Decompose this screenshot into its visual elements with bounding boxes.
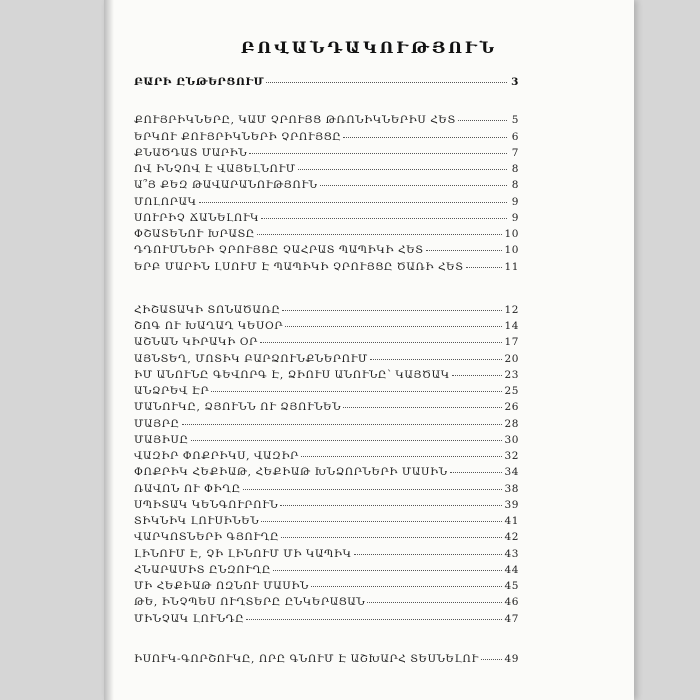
toc-entry [134,304,519,320]
toc-entry-page: 41 [504,515,519,527]
toc-entry-page: 10 [504,228,519,240]
toc-entry-page: 34 [504,466,519,479]
toc-entry [134,483,519,499]
toc-entry [134,131,519,147]
toc-entry-page: 20 [504,352,519,365]
toc-entry-title: ՄԱՅԻՍԸ [134,433,189,446]
toc-entry-title: ՍՊԻՏԱԿ ԿԵՆԳՈՒՐՈՒՆ [134,498,279,511]
toc-entry-page: 3 [511,76,519,88]
dot-leader [301,456,503,457]
toc-entry-page: 5 [511,114,519,127]
toc-entry-page: 12 [504,303,519,316]
toc-entry-page: 42 [504,531,519,544]
dot-leader [311,586,502,587]
dot-leader [266,82,507,83]
toc-entry-title: ԵՐԲ ՄԱՐԻՆ ԼՍՈՒՄ Է ՊԱՊԻԿԻ ՉՐՈՒՅՑԸ ԾԱՌԻ ՀԵՏ [134,260,464,273]
dot-leader [246,619,502,620]
toc-entry-title: ԱՆՁՐԵՎ ԷՐ [134,385,210,397]
dot-leader [273,570,502,571]
toc-entry [134,548,519,564]
toc-entry-title: ՎԱՐԿՈՏՆԵՐԻ ԳՅՈՒՂԸ [134,531,280,544]
toc-entry [134,179,519,195]
toc-entry [134,114,519,130]
toc-entry [134,385,519,401]
toc-entry [134,228,519,244]
toc-entry-title: ՓՇԱՏԵՆՈՒ ԽՐԱՏԸ [134,228,255,240]
toc-entry-page: 44 [504,563,519,576]
toc-entry-title: ՔՈՒՅՐԻԿՆԵՐԸ, ԿԱՄ ՉՐՈՒՅՑ ԹՌՈՆԻԿՆԵՐԻՍ ՀԵՏ [134,114,456,127]
toc-entry-page: 43 [504,547,519,560]
dot-leader [182,424,503,425]
toc-entry [134,163,519,179]
toc-group-1 [134,114,519,277]
toc-entry [134,515,519,531]
toc-entry-page: 32 [504,450,519,462]
toc-entry-page: 46 [504,596,519,609]
dot-leader [426,250,503,251]
dot-leader [257,234,503,235]
toc-entry [134,401,519,417]
toc-entry [134,212,519,228]
toc-entry-title: ՀԻՇԱՏԱԿԻ ՏՈՆԱԾԱՌԸ [134,303,281,316]
toc-entry-title: ՄԻ ՀԵՔԻԱԹ ՈԶՆՈՒ ՄԱՍԻՆ [134,580,309,592]
toc-entry-title: ՓՈՔՐԻԿ ՀԵՔԻԱԹ, ՀԵՔԻԱԹ ԽՆՁՈՐՆԵՐԻ ՄԱՍԻՆ [134,466,448,479]
toc-entry-page: 49 [504,652,519,665]
toc-entry-page: 39 [504,498,519,511]
toc-entry-title: ԼԻՆՈՒՄ Է, ՉԻ ԼԻՆՈՒՄ ՄԻ ԿԱՊԻԿ [134,547,352,560]
dot-leader [298,169,507,170]
toc-entry-page: 45 [504,580,519,592]
toc-entry-title: ՏԻԿՆԻԿ ԼՈՒՍԻՆԵՆ [134,515,260,527]
toc-entry-title: Ա՞Յ ՔԵԶ ԹԱՎԱՐԱՆՈՒԹՅՈՒՆ [134,179,318,192]
toc-entry-title: ԱՇՆԱՆ ԿԻՐԱԿԻ ՕՐ [134,336,258,349]
toc-entry-title: ՄՈԼՈՐԱԿ [134,195,197,208]
toc-entry-title: ԱՅՆՏԵՂ, ՄՈՏԻԿ ԲԱՐՁՈՒՆՔՆԵՐՈՒՄ [134,352,368,365]
toc-entry-title: ՔՆԱԾԴԱՏ ՄԱՐԻՆ [134,146,248,159]
toc-entry-page: 6 [511,130,519,143]
dot-leader [249,153,507,154]
toc-entry [134,580,519,596]
toc-entry-intro [134,76,519,92]
toc-entry-title: ՈՎ ԻՆՉՈՎ Է ՎԱՅԵԼՆՈՒՄ [134,163,296,175]
toc-entry-title: ՇՈԳ ՈՒ ԽԱՂԱՂ ԿԵՍՕՐ [134,320,284,332]
toc-entry [134,336,519,352]
dot-leader [199,202,507,203]
dot-leader [211,391,502,392]
dot-leader [320,185,507,186]
toc-entry-title: ԲԱՐԻ ԸՆԹԵՐՑՈՒՄ [134,76,265,88]
dot-leader [367,602,502,603]
toc-entry-page: 10 [504,244,519,257]
toc-entry-title: ՄԻՆՉԱԿ ԼՈՒՆԴԸ [134,612,245,625]
toc-entry-page: 25 [504,385,519,397]
toc-entry [134,418,519,434]
toc-entry [134,147,519,163]
toc-entry-page: 9 [511,195,519,208]
dot-leader [191,440,503,441]
toc-entry-title: ՄԱՅՐԸ [134,417,180,430]
toc-entry-title: ԴԴՈՒՄՆԵՐԻ ՉՐՈՒՅՑԸ ՉԱՀՐԱՏ ՊԱՊԻԿԻ ՀԵՏ [134,244,424,257]
toc-entry [134,653,519,669]
toc-entry-page: 8 [511,179,519,192]
toc-entry [134,564,519,580]
toc-entry-title: ԹԵ, ԻՆՉՊԵՍ ՈՒՂՏԵՐԸ ԸՆԿԵՐԱՑԱՆ [134,596,366,609]
toc-group-3 [134,653,519,669]
toc-entry-title: ՎԱԶԻՐ ՓՈՔՐԻԿՍ, ՎԱԶԻՐ [134,450,299,462]
page-title: ԲՈՎԱՆԴԱԿՈՒԹՅՈՒՆ [240,38,498,57]
toc-entry-title: ՀՆԱՐԱՄԻՏ ԸՆԶՈՒՂԸ [134,563,272,576]
toc-entry [134,613,519,629]
toc-entry-page: 14 [504,320,519,332]
dot-leader [458,120,507,121]
dot-leader [452,375,503,376]
toc-entry-page: 8 [511,163,519,175]
toc-entry-title: ՍՈՒՐԻՉ ՃԱՆԵԼՈՒԿ [134,211,260,224]
dot-leader [261,218,507,219]
toc-entry-page: 7 [511,146,519,159]
toc-entry-page: 11 [504,260,519,273]
dot-leader [450,472,503,473]
dot-leader [466,267,503,268]
dot-leader [280,505,502,506]
dot-leader [354,554,503,555]
dot-leader [281,537,502,538]
dot-leader [343,407,502,408]
toc-entry-page: 9 [511,211,519,224]
toc-entry [134,596,519,612]
toc-entry [134,353,519,369]
toc-entry [134,369,519,385]
toc-entry [134,244,519,260]
toc-entry [134,320,519,336]
toc-group-2 [134,304,519,629]
dot-leader [343,137,507,138]
toc-entry-page: 38 [504,482,519,495]
toc-entry-title: ԵՐԿՈՒ ՔՈՒՅՐԻԿՆԵՐԻ ՉՐՈՒՅՑԸ [134,130,342,143]
toc-entry-page: 23 [504,368,519,381]
dot-leader [243,489,503,490]
toc-entry-page: 30 [504,433,519,446]
dot-leader [370,359,503,360]
toc-entry-title: ԻՄ ԱՆՈՒՆԸ ԳԵՎՈՐԳ Է, ՁԻՈՒՍ ԱՆՈՒՆԸ՝ ԿԱՅԾԱԿ [134,368,450,381]
toc-entry-title: ՄԱՆՈՒԿԸ, ՁՅՈՒՆՆ ՈՒ ՁՅՈՒՆԵՆ [134,401,342,414]
table-of-contents [134,76,519,669]
page-gutter-shadow [104,0,114,700]
book-page [104,0,634,700]
toc-entry [134,196,519,212]
dot-leader [481,659,503,660]
dot-leader [285,326,502,327]
dot-leader [261,521,502,522]
dot-leader [260,342,503,343]
dot-leader [282,310,502,311]
toc-entry-page: 26 [504,401,519,414]
toc-entry-page: 47 [504,612,519,625]
toc-entry-page: 28 [504,417,519,430]
toc-entry-title: ՌԱՎՈՆ ՈՒ ՓԻՂԸ [134,482,241,495]
toc-entry [134,434,519,450]
toc-entry-page: 17 [504,336,519,349]
toc-entry [134,261,519,277]
toc-entry [134,531,519,547]
toc-entry-title: ԻՍՈՒԿ-ԳՈՐՇՈՒԿԸ, ՈՐԸ ԳՆՈՒՄ Է ԱՇԽԱՐՀ ՏԵՍՆԵԼՈՒ [134,652,479,665]
toc-entry [134,450,519,466]
toc-entry [134,499,519,515]
toc-entry [134,466,519,482]
